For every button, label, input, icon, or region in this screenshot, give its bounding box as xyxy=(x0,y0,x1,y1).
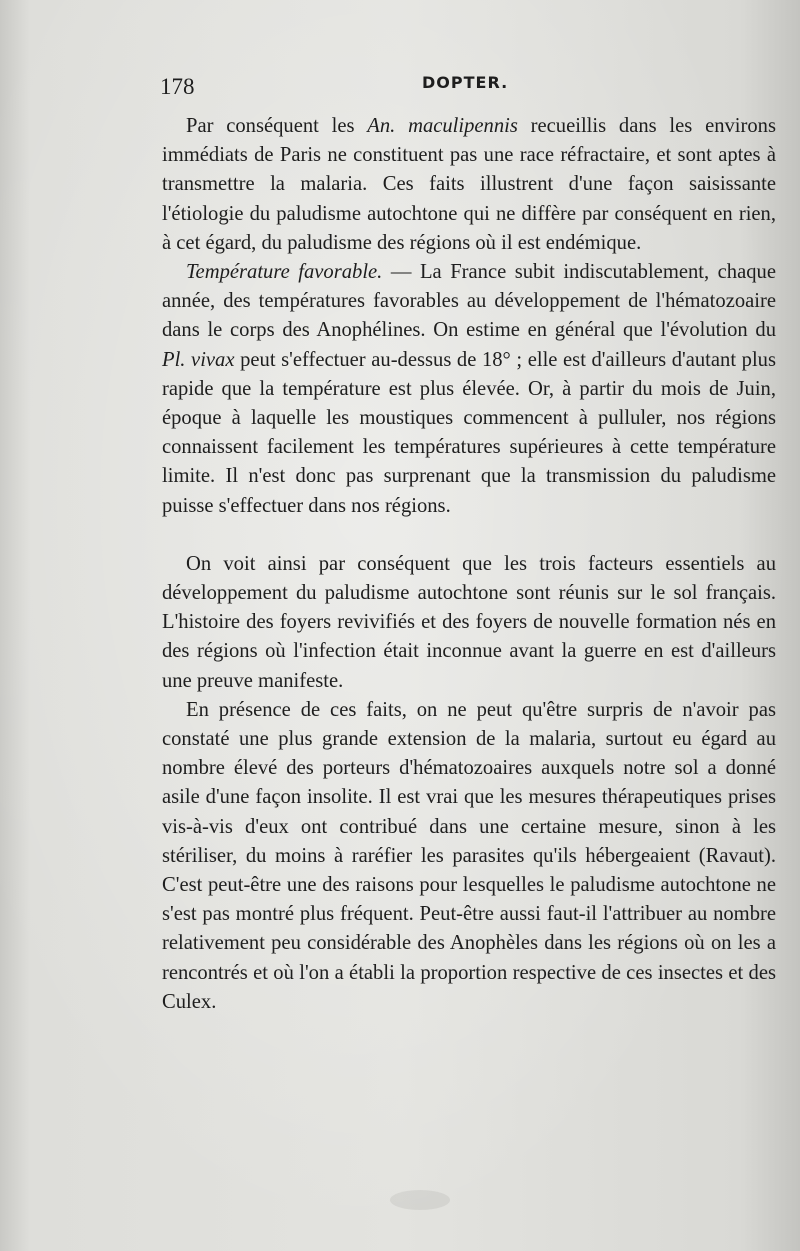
paragraph xyxy=(162,696,776,1017)
text-run: On voit ainsi par conséquent que les trois facteurs essentiels au développement du paludisme autochtone sont réunis sur le sol français. L'histoire des foyers revivifiés et des foyers de nouvelle formation nés en des régions où l'infection était inconnue avant la guerre en est d'ailleurs une preuve manifeste. xyxy=(162,552,776,692)
italic-text: Température favorable. xyxy=(186,261,383,284)
text-run: En présence de ces faits, on ne peut qu'être surpris de n'avoir pas constaté une plus grande extension de la malaria, surtout eu égard au nombre élevé des porteurs d'hématozoaires auxquels notre sol a donné asile d'une façon insolite. Il est vrai que les mesures thérapeutiques prises vis-à-vis d'eux ont contribué dans une certaine mesure, sinon à les stériliser, du moins à raréfier les parasites qu'ils hébergeaient (Ravaut). C'est peut-être une des raisons pour lesquelles le paludisme autochtone ne s'est pas montré plus fréquent. Peut-être aussi faut-il l'attribuer au nombre relativement peu considérable des Anophèles dans les régions où on les a rencontrés et où l'on a établi la proportion respective de ces insectes et des Culex. xyxy=(162,698,776,1013)
text-run: — La France subit indiscutablement, chaque année, des températures favorables au développement de l'hématozoaire dans le corps des Anophélines. On estime en général que l'évolution du xyxy=(162,261,776,342)
text-run: peut s'effectuer au-dessus de 18° ; elle est d'ailleurs d'autant plus rapide que la température est plus élevée. Or, à partir du mois de Juin, époque à laquelle les moustiques commencent à pulluler, nos régions connaissent facilement les températures supérieures à cette température limite. Il n'est donc pas surprenant que la transmission du paludisme puisse s'effectuer dans nos régions. xyxy=(162,348,776,517)
text-run: recueillis dans les environs immédiats de Paris ne constituent pas une race réfractaire, et sont aptes à transmettre la malaria. Ces faits illustrent d'une façon saisissante l'étiologie du paludisme autochtone qui ne diffère par conséquent en rien, à cet égard, du paludisme des régions où il est endémique. xyxy=(162,115,776,254)
text-run: Par conséquent les xyxy=(186,115,368,137)
body-text xyxy=(162,112,776,1017)
paragraph xyxy=(162,258,776,521)
italic-text: An. maculipennis xyxy=(367,115,518,137)
running-head: DOPTER. xyxy=(422,73,509,92)
ink-smudge xyxy=(390,1190,450,1210)
page-number: 178 xyxy=(160,74,195,99)
page-header xyxy=(160,70,780,104)
paragraph xyxy=(162,550,776,696)
paragraph xyxy=(162,112,776,258)
italic-text: Pl. vivax xyxy=(162,348,235,371)
